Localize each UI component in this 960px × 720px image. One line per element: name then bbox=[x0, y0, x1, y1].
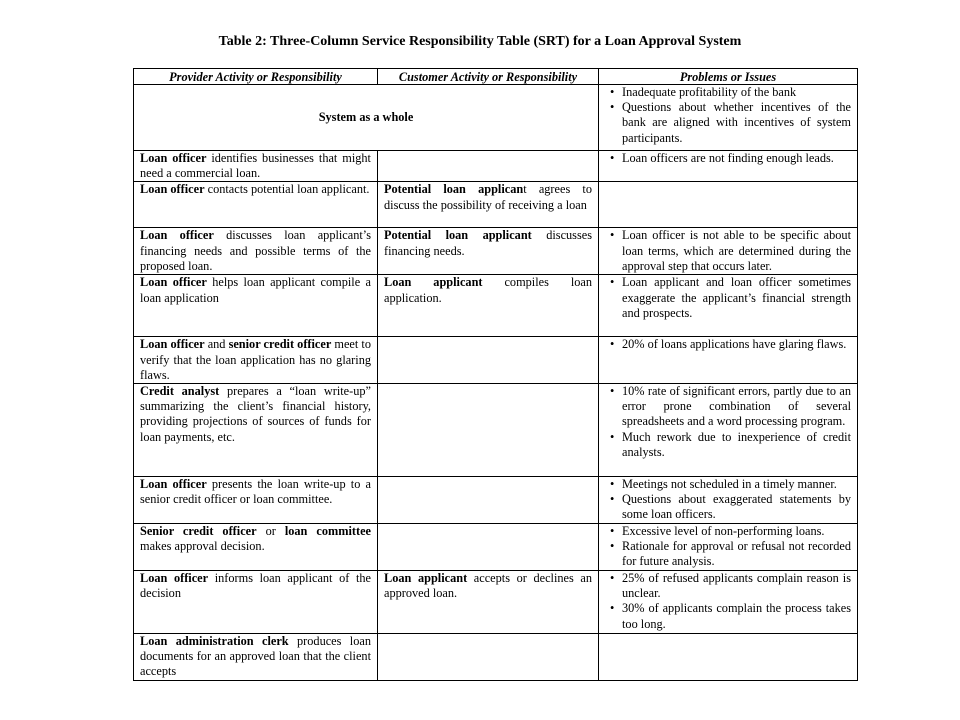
issue-item: • 10% rate of significant errors, partly due to an error prone combination of several spreadsheets and a word processing program. bbox=[622, 384, 851, 430]
system-as-whole-cell: System as a whole bbox=[134, 85, 599, 151]
activity-text: discusses financing needs. bbox=[384, 228, 592, 258]
srt-table bbox=[133, 68, 858, 681]
provider-cell bbox=[134, 151, 378, 182]
actor: Loan officer bbox=[140, 275, 207, 290]
customer-cell bbox=[378, 634, 599, 681]
table-title: Table 2: Three-Column Service Responsibility Table (SRT) for a Loan Approval System bbox=[218, 34, 742, 49]
actor: Loan officer bbox=[140, 337, 205, 352]
table-row bbox=[134, 337, 858, 384]
issue-item: • Loan applicant and loan officer sometimes exaggerate the applicant’s financial strength and prospects. bbox=[622, 275, 851, 321]
actor: Loan officer bbox=[140, 151, 207, 165]
issue-item: • 25% of refused applicants complain reason is unclear. bbox=[622, 571, 851, 601]
table-row bbox=[134, 182, 858, 228]
actor: Potential loan applican bbox=[384, 182, 524, 197]
actor: Loan officer bbox=[140, 182, 205, 197]
customer-cell bbox=[378, 182, 599, 228]
provider-cell bbox=[134, 275, 378, 337]
actor: Loan applicant bbox=[384, 571, 468, 586]
activity-text: makes approval decision. bbox=[140, 539, 265, 554]
header-row bbox=[134, 69, 858, 85]
table-row bbox=[134, 524, 858, 571]
activity-text: t agrees to discuss the possibility of receiving a loan bbox=[384, 182, 592, 212]
customer-cell bbox=[378, 571, 599, 634]
activity-text: presents the loan write-up to a senior credit officer or loan committee. bbox=[140, 477, 371, 507]
issue-item: • Excessive level of non-performing loans. bbox=[622, 524, 851, 539]
activity-text: discusses loan applicant’s financing needs and possible terms of the proposed loan. bbox=[140, 228, 371, 273]
actor: Potential loan applicant bbox=[384, 228, 532, 243]
issues-cell bbox=[599, 524, 858, 571]
activity-text: helps loan applicant compile a loan application bbox=[140, 275, 371, 305]
actor: Loan administration clerk bbox=[140, 634, 289, 649]
customer-cell bbox=[378, 228, 599, 275]
customer-cell bbox=[378, 477, 599, 524]
table-row bbox=[134, 85, 858, 151]
table-row bbox=[134, 228, 858, 275]
issue-item: • Questions about whether incentives of the bank are aligned with incentives of system participants. bbox=[622, 100, 851, 146]
customer-cell bbox=[378, 151, 599, 182]
issue-item: • Inadequate profitability of the bank bbox=[622, 85, 851, 100]
issues-cell bbox=[599, 337, 858, 384]
customer-cell bbox=[378, 384, 599, 477]
issues-cell bbox=[599, 275, 858, 337]
issues-cell bbox=[599, 85, 858, 151]
table-row bbox=[134, 571, 858, 634]
issues-cell bbox=[599, 384, 858, 477]
customer-cell bbox=[378, 524, 599, 571]
provider-cell bbox=[134, 228, 378, 275]
actor: Credit analyst bbox=[140, 384, 220, 399]
issue-item: • Rationale for approval or refusal not recorded for future analysis. bbox=[622, 539, 851, 569]
table-row bbox=[134, 477, 858, 524]
actor: Senior credit officer bbox=[140, 524, 257, 539]
activity-text: identifies businesses that might need a commercial loan. bbox=[140, 151, 371, 181]
actor: senior credit officer bbox=[228, 337, 332, 352]
table-row bbox=[134, 151, 858, 182]
issue-item: • Meetings not scheduled in a timely manner. bbox=[622, 477, 851, 492]
issue-item: • Loan officer is not able to be specific about loan terms, which are determined during the approval step that occurs later. bbox=[622, 228, 851, 274]
provider-cell bbox=[134, 634, 378, 681]
activity-text: prepares a “loan write-up” summarizing the client’s financial history, providing projections of sources of funds for loan payments, etc. bbox=[140, 384, 371, 444]
issue-item: • 30% of applicants complain the process takes too long. bbox=[622, 601, 851, 631]
customer-cell bbox=[378, 275, 599, 337]
activity-text: meet to verify that the loan application has no glaring flaws. bbox=[140, 337, 371, 382]
header-issues: Problems or Issues bbox=[599, 69, 858, 85]
activity-text: compiles loan application. bbox=[384, 275, 592, 305]
provider-cell bbox=[134, 524, 378, 571]
issues-cell bbox=[599, 477, 858, 524]
actor: Loan officer bbox=[140, 477, 207, 492]
issue-item: • Questions about exaggerated statements by some loan officers. bbox=[622, 492, 851, 522]
provider-cell bbox=[134, 477, 378, 524]
actor: Loan applicant bbox=[384, 275, 483, 290]
activity-text: informs loan applicant of the decision bbox=[140, 571, 371, 601]
activity-text: accepts or declines an approved loan. bbox=[384, 571, 592, 601]
issues-cell bbox=[599, 228, 858, 275]
header-provider: Provider Activity or Responsibility bbox=[134, 69, 378, 85]
provider-cell bbox=[134, 384, 378, 477]
provider-cell bbox=[134, 571, 378, 634]
customer-cell bbox=[378, 337, 599, 384]
issue-item: • 20% of loans applications have glaring flaws. bbox=[622, 337, 851, 352]
actor: Loan officer bbox=[140, 571, 209, 586]
header-customer: Customer Activity or Responsibility bbox=[378, 69, 599, 85]
issues-cell bbox=[599, 634, 858, 681]
activity-text: or bbox=[256, 524, 285, 539]
table-row bbox=[134, 275, 858, 337]
provider-cell bbox=[134, 182, 378, 228]
activity-text: and bbox=[204, 337, 229, 352]
issues-cell bbox=[599, 151, 858, 182]
issue-item: • Loan officers are not finding enough leads. bbox=[622, 151, 851, 166]
table-row bbox=[134, 634, 858, 681]
actor: loan committee bbox=[284, 524, 371, 539]
table-row bbox=[134, 384, 858, 477]
issue-item: • Much rework due to inexperience of credit analysts. bbox=[622, 430, 851, 460]
actor: Loan officer bbox=[140, 228, 214, 243]
provider-cell bbox=[134, 337, 378, 384]
activity-text: contacts potential loan applicant. bbox=[204, 182, 370, 197]
activity-text: produces loan documents for an approved loan that the client accepts bbox=[140, 634, 371, 679]
issues-cell bbox=[599, 182, 858, 228]
issues-cell bbox=[599, 571, 858, 634]
